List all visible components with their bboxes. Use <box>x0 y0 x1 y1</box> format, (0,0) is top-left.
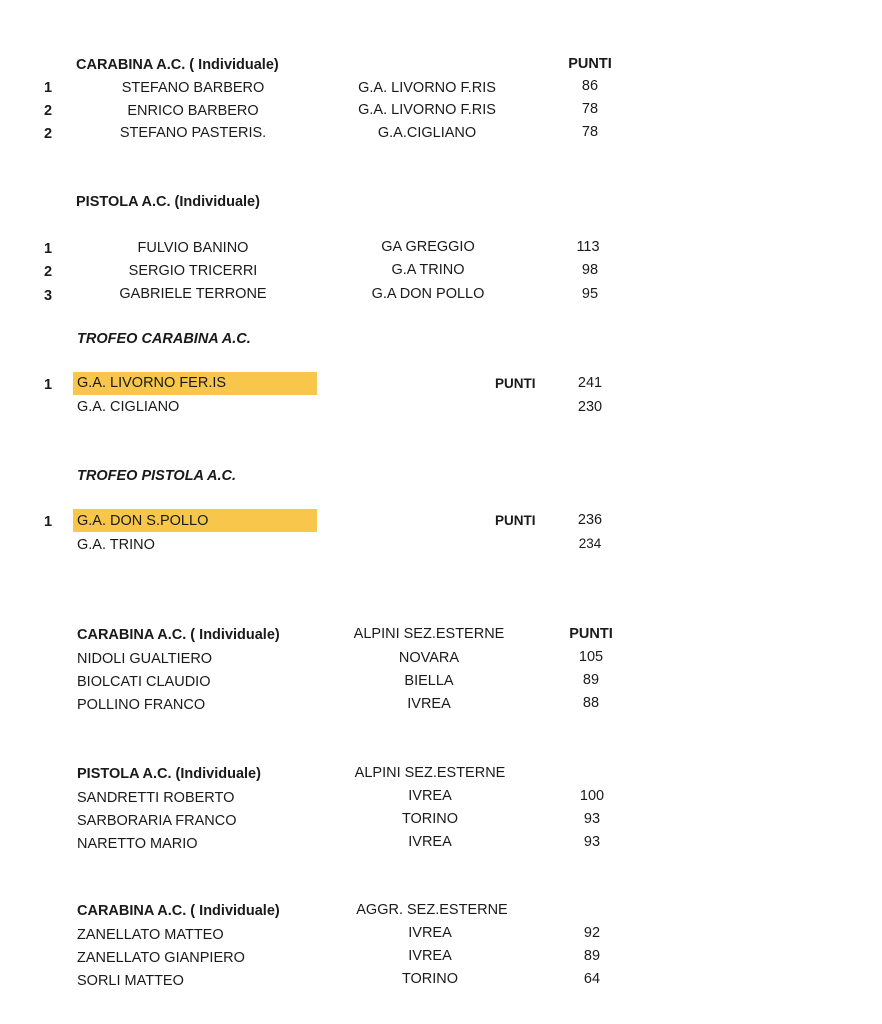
place-name: IVREA <box>407 696 451 712</box>
score: 88 <box>582 695 600 711</box>
place-name: NOVARA <box>398 650 460 666</box>
section1-punti-header: PUNTI <box>568 56 612 72</box>
team-name: G.A. LIVORNO FER.IS <box>77 375 227 391</box>
score: 241 <box>577 375 603 391</box>
place-name: TORINO <box>401 811 459 827</box>
group-name: G.A.CIGLIANO <box>377 125 477 141</box>
trofeo-pistola-punti-label: PUNTI <box>495 513 536 528</box>
score: 92 <box>583 925 601 941</box>
score: 64 <box>583 971 601 987</box>
score: 230 <box>577 399 603 415</box>
athlete-name: ENRICO BARBERO <box>127 103 259 119</box>
athlete-name: STEFANO BARBERO <box>121 80 265 96</box>
rank: 1 <box>44 377 53 393</box>
trofeo-carabina-punti-label: PUNTI <box>495 376 536 391</box>
athlete-name: NARETTO MARIO <box>77 836 198 852</box>
rank: 2 <box>44 126 53 142</box>
group-name: G.A TRINO <box>391 262 465 278</box>
group-name: G.A DON POLLO <box>371 286 485 302</box>
athlete-name: GABRIELE TERRONE <box>119 286 267 302</box>
score: 89 <box>583 948 601 964</box>
section4-category: ALPINI SEZ.ESTERNE <box>354 765 506 781</box>
score: 93 <box>583 834 601 850</box>
section3-title: CARABINA A.C. ( Individuale) <box>77 627 280 643</box>
group-name: GA GREGGIO <box>381 239 475 255</box>
section4-title: PISTOLA A.C. (Individuale) <box>77 766 261 782</box>
athlete-name: SANDRETTI ROBERTO <box>77 790 235 806</box>
score: 113 <box>576 239 600 255</box>
score: 86 <box>581 78 599 94</box>
rank: 1 <box>44 80 53 96</box>
score: 78 <box>581 101 599 117</box>
place-name: BIELLA <box>404 673 454 689</box>
section2-title: PISTOLA A.C. (Individuale) <box>76 194 260 210</box>
score: 236 <box>577 512 603 528</box>
team-name: G.A. CIGLIANO <box>77 399 180 415</box>
score: 93 <box>583 811 601 827</box>
place-name: TORINO <box>401 971 459 987</box>
section5-category: AGGR. SEZ.ESTERNE <box>356 902 508 918</box>
place-name: IVREA <box>408 948 452 964</box>
place-name: IVREA <box>408 834 452 850</box>
rank: 1 <box>44 241 53 257</box>
athlete-name: SORLI MATTEO <box>77 973 184 989</box>
section3-punti-header: PUNTI <box>569 626 613 642</box>
rank: 2 <box>44 264 53 280</box>
rank: 3 <box>44 288 53 304</box>
group-name: G.A. LIVORNO F.RIS <box>358 80 496 96</box>
place-name: IVREA <box>408 925 452 941</box>
athlete-name: BIOLCATI CLAUDIO <box>77 674 211 690</box>
athlete-name: STEFANO PASTERIS. <box>119 125 267 141</box>
score: 234 <box>578 536 602 551</box>
trofeo-pistola-title: TROFEO PISTOLA A.C. <box>77 468 236 484</box>
athlete-name: SARBORARIA FRANCO <box>77 813 237 829</box>
athlete-name: FULVIO BANINO <box>137 240 249 256</box>
score: 95 <box>581 286 599 302</box>
trofeo-carabina-title: TROFEO CARABINA A.C. <box>77 331 251 347</box>
athlete-name: NIDOLI GUALTIERO <box>77 651 213 667</box>
section1-title: CARABINA A.C. ( Individuale) <box>76 57 279 73</box>
score: 105 <box>578 649 604 665</box>
team-name: G.A. TRINO <box>77 537 155 553</box>
score: 78 <box>581 124 599 140</box>
athlete-name: POLLINO FRANCO <box>77 697 206 713</box>
rank: 2 <box>44 103 53 119</box>
score: 100 <box>579 788 605 804</box>
rank: 1 <box>44 514 53 530</box>
athlete-name: SERGIO TRICERRI <box>128 263 258 279</box>
place-name: IVREA <box>408 788 452 804</box>
score: 98 <box>581 262 599 278</box>
team-name: G.A. DON S.POLLO <box>77 513 209 529</box>
section3-category: ALPINI SEZ.ESTERNE <box>353 626 505 642</box>
group-name: G.A. LIVORNO F.RIS <box>358 102 496 118</box>
score: 89 <box>582 672 600 688</box>
section5-title: CARABINA A.C. ( Individuale) <box>77 903 280 919</box>
athlete-name: ZANELLATO GIANPIERO <box>77 950 245 966</box>
athlete-name: ZANELLATO MATTEO <box>77 927 224 943</box>
